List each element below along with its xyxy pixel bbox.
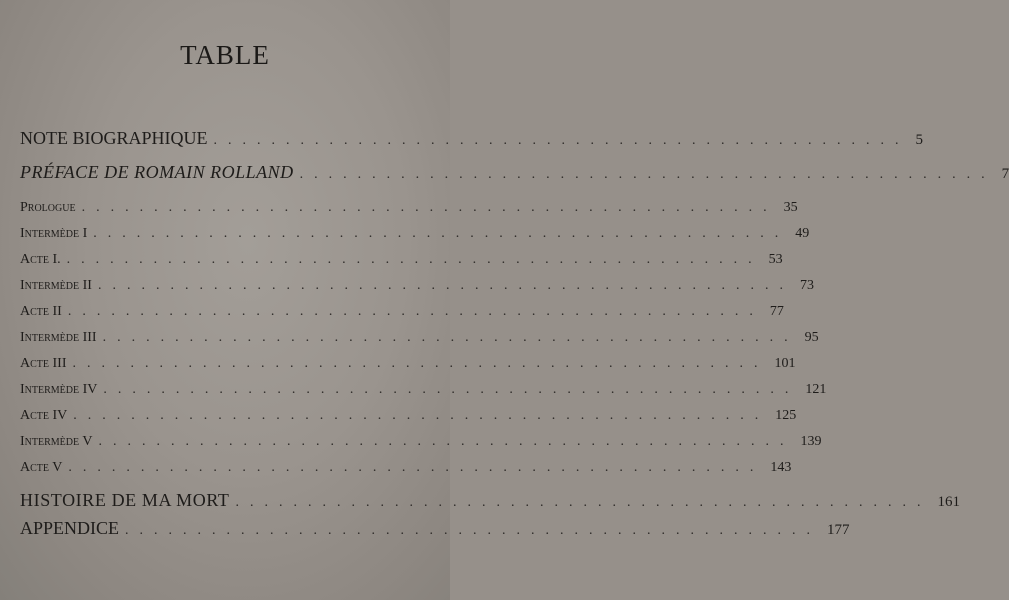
toc-entry-label: PRÉFACE DE ROMAIN ROLLAND (20, 162, 294, 182)
dot-leader: ................................................ (72, 356, 769, 371)
toc-entry-page: 143 (770, 460, 792, 475)
toc-entry-page: 5 (915, 132, 923, 148)
toc-entry-appendice (20, 518, 850, 539)
toc-entry-label: Acte V (20, 460, 63, 475)
toc-entry-label: Intermède IV (20, 382, 98, 397)
toc-entry-label: NOTE BIOGRAPHIQUE (20, 128, 208, 148)
toc-entry-intermede-2 (20, 278, 814, 294)
toc-entry-page: 125 (775, 408, 797, 423)
page-title: TABLE (180, 40, 270, 70)
toc-entry-prologue (20, 200, 798, 216)
toc-entry-intermede-5 (20, 434, 822, 450)
toc-entry-page: 49 (795, 226, 810, 241)
toc-entry-label: Intermède II (20, 278, 92, 293)
toc-entry-intermede-4 (20, 382, 827, 398)
toc-entry-label: Acte I. (20, 252, 61, 267)
toc-entry-note-biographique (20, 128, 923, 149)
toc-entry-page: 73 (799, 278, 814, 293)
dot-leader: ................................................ (97, 278, 794, 293)
toc-entry-label: Prologue (20, 200, 76, 215)
toc-entry-label: HISTOIRE DE MA MORT (20, 490, 230, 510)
dot-leader: ................................................ (68, 460, 765, 475)
dot-leader: ................................................ (67, 304, 764, 319)
dot-leader: ................................................ (66, 252, 763, 267)
toc-entry-label: Acte IV (20, 408, 68, 423)
toc-entry-page: 177 (827, 522, 850, 538)
toc-entry-label: Intermède V (20, 434, 93, 449)
toc-entry-label: Intermède I (20, 226, 88, 241)
toc-entry-label: Acte II (20, 304, 62, 319)
toc-entry-page: 101 (774, 356, 796, 371)
toc-entry-page: 77 (769, 304, 784, 319)
toc-entry-acte-5 (20, 460, 792, 476)
dot-leader: ................................................ (213, 133, 910, 148)
toc-entry-histoire-de-ma-mort (20, 490, 960, 511)
dot-leader: ................................................ (73, 408, 770, 423)
toc-entry-intermede-3 (20, 330, 819, 346)
dot-leader: ................................................ (93, 226, 790, 241)
toc-entry-acte-1 (20, 252, 783, 268)
toc-entry-page: 35 (783, 200, 798, 215)
dot-leader: ................................................ (98, 434, 795, 449)
toc-entry-page: 53 (768, 252, 783, 267)
toc-entry-acte-4 (20, 408, 797, 424)
dot-leader: ................................................ (235, 495, 932, 510)
dot-leader: ................................................ (81, 200, 778, 215)
dot-leader: ................................................ (125, 523, 822, 538)
toc-entry-page: 7 (1001, 166, 1009, 182)
dot-leader: ................................................ (102, 330, 799, 345)
toc-entry-page: 121 (805, 382, 827, 397)
toc-entry-acte-3 (20, 356, 796, 372)
toc-entry-label: Intermède III (20, 330, 97, 345)
toc-entry-label: APPENDICE (20, 518, 120, 538)
toc-entry-page: 139 (800, 434, 822, 449)
toc-entry-acte-2 (20, 304, 784, 320)
dot-leader: ................................................ (299, 167, 996, 182)
dot-leader: ................................................ (103, 382, 800, 397)
toc-entry-intermede-1 (20, 226, 810, 242)
toc-entry-preface (20, 162, 1009, 183)
toc-entry-label: Acte III (20, 356, 67, 371)
toc-entry-page: 95 (804, 330, 819, 345)
toc-entry-page: 161 (937, 494, 960, 510)
